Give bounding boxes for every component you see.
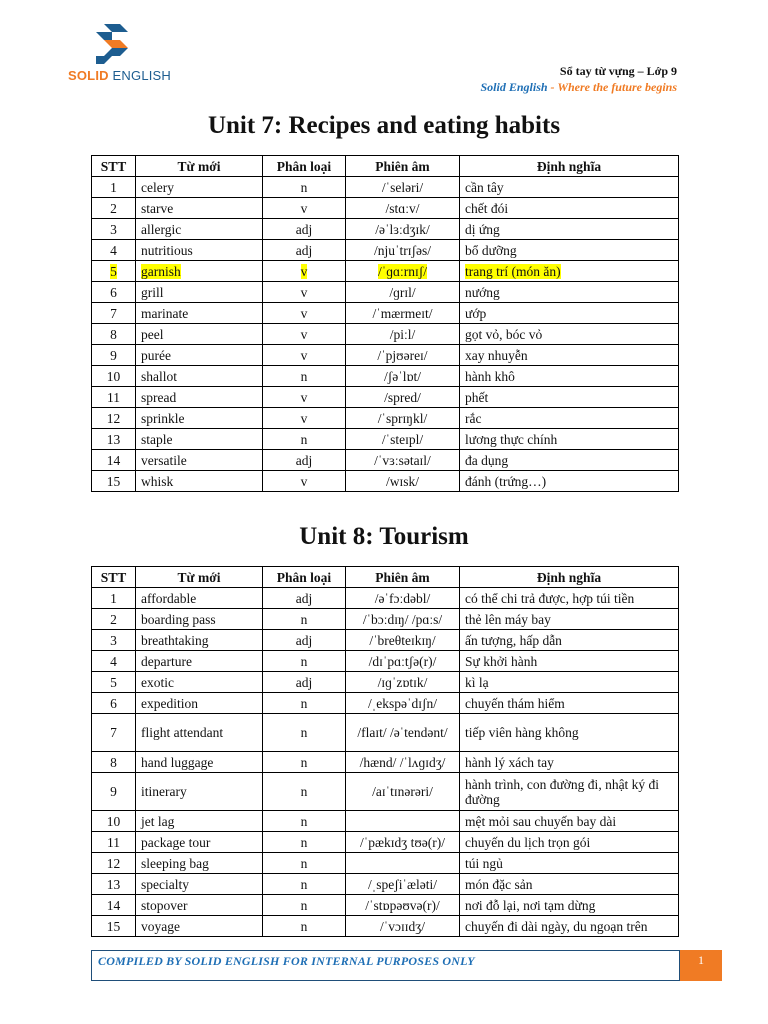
cell-type: n bbox=[263, 895, 346, 916]
cell-type: n bbox=[263, 693, 346, 714]
column-header-word: Từ mới bbox=[136, 156, 263, 177]
cell-meaning: túi ngủ bbox=[460, 853, 679, 874]
table-row bbox=[92, 345, 679, 366]
cell-word: marinate bbox=[136, 303, 263, 324]
page-number: 1 bbox=[680, 950, 722, 981]
cell-ipa: /piːl/ bbox=[346, 324, 460, 345]
cell-stt: 4 bbox=[92, 651, 136, 672]
solid-english-logo-icon bbox=[90, 22, 134, 66]
table-row bbox=[92, 916, 679, 937]
table-row bbox=[92, 895, 679, 916]
cell-type: v bbox=[263, 282, 346, 303]
cell-ipa: /ˈvɔɪɪdʒ/ bbox=[346, 916, 460, 937]
cell-stt: 2 bbox=[92, 609, 136, 630]
table-row bbox=[92, 752, 679, 773]
cell-type: v bbox=[263, 198, 346, 219]
cell-type: n bbox=[263, 177, 346, 198]
highlighted-text: garnish bbox=[141, 263, 181, 279]
table-row bbox=[92, 651, 679, 672]
column-header-meaning: Định nghĩa bbox=[460, 567, 679, 588]
cell-stt: 9 bbox=[92, 773, 136, 811]
cell-stt: 14 bbox=[92, 895, 136, 916]
cell-meaning: nướng bbox=[460, 282, 679, 303]
cell-meaning: nơi đỗ lại, nơi tạm dừng bbox=[460, 895, 679, 916]
cell-type: n bbox=[263, 651, 346, 672]
cell-type: adj bbox=[263, 672, 346, 693]
cell-word: shallot bbox=[136, 366, 263, 387]
cell-word bbox=[136, 261, 263, 282]
table-row bbox=[92, 387, 679, 408]
table-row bbox=[92, 588, 679, 609]
cell-stt: 5 bbox=[92, 672, 136, 693]
cell-stt: 11 bbox=[92, 832, 136, 853]
table-row bbox=[92, 198, 679, 219]
footer-note: COMPILED BY SOLID ENGLISH FOR INTERNAL PURPOSES ONLY bbox=[91, 950, 680, 981]
table-row bbox=[92, 240, 679, 261]
cell-meaning: có thể chi trả được, hợp túi tiền bbox=[460, 588, 679, 609]
cell-word: grill bbox=[136, 282, 263, 303]
cell-meaning: chuyến du lịch trọn gói bbox=[460, 832, 679, 853]
table-row bbox=[92, 282, 679, 303]
cell-type: v bbox=[263, 345, 346, 366]
brand-wordmark: SOLID ENGLISH bbox=[68, 68, 172, 83]
cell-type: adj bbox=[263, 450, 346, 471]
cell-type: n bbox=[263, 752, 346, 773]
cell-type: n bbox=[263, 916, 346, 937]
cell-stt: 7 bbox=[92, 303, 136, 324]
cell-meaning: tiếp viên hàng không bbox=[460, 714, 679, 752]
cell-word: affordable bbox=[136, 588, 263, 609]
cell-type: n bbox=[263, 429, 346, 450]
cell-stt: 9 bbox=[92, 345, 136, 366]
table-row bbox=[92, 429, 679, 450]
cell-meaning: chuyến đi dài ngày, du ngoạn trên bbox=[460, 916, 679, 937]
cell-word: package tour bbox=[136, 832, 263, 853]
cell-type: v bbox=[263, 471, 346, 492]
cell-word: breathtaking bbox=[136, 630, 263, 651]
column-header-ipa: Phiên âm bbox=[346, 156, 460, 177]
cell-word: hand luggage bbox=[136, 752, 263, 773]
cell-meaning: món đặc sản bbox=[460, 874, 679, 895]
highlighted-text: /ˈɡɑːrnɪʃ/ bbox=[377, 263, 428, 279]
cell-word: versatile bbox=[136, 450, 263, 471]
table-row bbox=[92, 471, 679, 492]
cell-stt: 3 bbox=[92, 630, 136, 651]
cell-meaning: đánh (trứng…) bbox=[460, 471, 679, 492]
table-header-row bbox=[92, 567, 679, 588]
unit-8-title: Unit 8: Tourism bbox=[299, 523, 469, 550]
table-row bbox=[92, 773, 679, 811]
cell-ipa bbox=[346, 261, 460, 282]
table-row bbox=[92, 714, 679, 752]
cell-stt: 1 bbox=[92, 177, 136, 198]
brand-logo bbox=[66, 22, 176, 90]
cell-ipa: /njuˈtrɪʃəs/ bbox=[346, 240, 460, 261]
cell-meaning: cần tây bbox=[460, 177, 679, 198]
cell-word: expedition bbox=[136, 693, 263, 714]
table-row bbox=[92, 630, 679, 651]
cell-stt: 1 bbox=[92, 588, 136, 609]
table-row bbox=[92, 303, 679, 324]
page-footer bbox=[91, 950, 722, 981]
table-row bbox=[92, 811, 679, 832]
cell-meaning: kì lạ bbox=[460, 672, 679, 693]
column-header-word: Từ mới bbox=[136, 567, 263, 588]
cell-type: adj bbox=[263, 240, 346, 261]
column-header-meaning: Định nghĩa bbox=[460, 156, 679, 177]
cell-meaning bbox=[460, 261, 679, 282]
cell-stt: 12 bbox=[92, 853, 136, 874]
cell-ipa: /hænd/ /ˈlʌɡɪdʒ/ bbox=[346, 752, 460, 773]
cell-stt: 12 bbox=[92, 408, 136, 429]
table-row bbox=[92, 324, 679, 345]
cell-ipa: /spred/ bbox=[346, 387, 460, 408]
cell-stt: 11 bbox=[92, 387, 136, 408]
unit-7-title: Unit 7: Recipes and eating habits bbox=[207, 112, 561, 139]
cell-type: n bbox=[263, 609, 346, 630]
cell-word: voyage bbox=[136, 916, 263, 937]
cell-meaning: đa dụng bbox=[460, 450, 679, 471]
cell-stt: 8 bbox=[92, 752, 136, 773]
cell-stt: 3 bbox=[92, 219, 136, 240]
cell-type: adj bbox=[263, 219, 346, 240]
cell-meaning: chuyến thám hiểm bbox=[460, 693, 679, 714]
cell-ipa: /ˈpækɪdʒ tʊə(r)/ bbox=[346, 832, 460, 853]
table-row bbox=[92, 693, 679, 714]
cell-meaning: xay nhuyễn bbox=[460, 345, 679, 366]
cell-type: n bbox=[263, 874, 346, 895]
cell-word: flight attendant bbox=[136, 714, 263, 752]
cell-ipa: /dɪˈpɑːtʃə(r)/ bbox=[346, 651, 460, 672]
cell-meaning: mệt mỏi sau chuyến bay dài bbox=[460, 811, 679, 832]
table-row bbox=[92, 672, 679, 693]
cell-stt: 13 bbox=[92, 429, 136, 450]
cell-ipa: /ˈsprɪŋkl/ bbox=[346, 408, 460, 429]
table-row bbox=[92, 219, 679, 240]
cell-ipa: /ʃəˈlɒt/ bbox=[346, 366, 460, 387]
cell-type: n bbox=[263, 773, 346, 811]
cell-meaning: thẻ lên máy bay bbox=[460, 609, 679, 630]
cell-meaning: bổ dưỡng bbox=[460, 240, 679, 261]
table-row bbox=[92, 832, 679, 853]
cell-stt: 4 bbox=[92, 240, 136, 261]
cell-word: exotic bbox=[136, 672, 263, 693]
page-header bbox=[481, 63, 678, 95]
cell-meaning: lương thực chính bbox=[460, 429, 679, 450]
cell-ipa: /ˈbreθteɪkɪŋ/ bbox=[346, 630, 460, 651]
cell-meaning: gọt vỏ, bóc vỏ bbox=[460, 324, 679, 345]
column-header-type: Phân loại bbox=[263, 156, 346, 177]
cell-stt: 2 bbox=[92, 198, 136, 219]
cell-word: sprinkle bbox=[136, 408, 263, 429]
cell-ipa: /ˌekspəˈdɪʃn/ bbox=[346, 693, 460, 714]
cell-word: specialty bbox=[136, 874, 263, 895]
notebook-title: Sổ tay từ vựng – Lớp 9 bbox=[559, 64, 677, 78]
cell-word: purée bbox=[136, 345, 263, 366]
table-row bbox=[92, 261, 679, 282]
cell-word: staple bbox=[136, 429, 263, 450]
cell-ipa bbox=[346, 853, 460, 874]
table-row bbox=[92, 408, 679, 429]
cell-ipa: /stɑːv/ bbox=[346, 198, 460, 219]
cell-word: itinerary bbox=[136, 773, 263, 811]
cell-type: n bbox=[263, 832, 346, 853]
cell-ipa: /əˈfɔːdəbl/ bbox=[346, 588, 460, 609]
cell-word: starve bbox=[136, 198, 263, 219]
cell-word: whisk bbox=[136, 471, 263, 492]
table-row bbox=[92, 874, 679, 895]
cell-stt: 10 bbox=[92, 811, 136, 832]
cell-meaning: chết đói bbox=[460, 198, 679, 219]
highlighted-text: trang trí (món ăn) bbox=[465, 263, 561, 279]
cell-meaning: dị ứng bbox=[460, 219, 679, 240]
cell-word: jet lag bbox=[136, 811, 263, 832]
highlighted-text: 5 bbox=[110, 263, 117, 279]
column-header-stt: STT bbox=[92, 156, 136, 177]
unit-8-vocab-table bbox=[91, 566, 679, 937]
cell-ipa: /flaɪt/ /əˈtendənt/ bbox=[346, 714, 460, 752]
cell-type: adj bbox=[263, 588, 346, 609]
cell-stt: 6 bbox=[92, 282, 136, 303]
cell-stt bbox=[92, 261, 136, 282]
table-row bbox=[92, 366, 679, 387]
cell-word: celery bbox=[136, 177, 263, 198]
column-header-ipa: Phiên âm bbox=[346, 567, 460, 588]
cell-ipa: /ˈstɒpəʊvə(r)/ bbox=[346, 895, 460, 916]
cell-stt: 15 bbox=[92, 916, 136, 937]
cell-type: adj bbox=[263, 630, 346, 651]
cell-stt: 10 bbox=[92, 366, 136, 387]
cell-word: peel bbox=[136, 324, 263, 345]
cell-stt: 8 bbox=[92, 324, 136, 345]
cell-word: nutritious bbox=[136, 240, 263, 261]
cell-word: stopover bbox=[136, 895, 263, 916]
highlighted-text: v bbox=[300, 263, 308, 279]
cell-ipa: /ˌspeʃiˈæləti/ bbox=[346, 874, 460, 895]
column-header-stt: STT bbox=[92, 567, 136, 588]
cell-word: boarding pass bbox=[136, 609, 263, 630]
cell-word: sleeping bag bbox=[136, 853, 263, 874]
cell-ipa: /ɪɡˈzɒtɪk/ bbox=[346, 672, 460, 693]
cell-ipa: /ˈmærmeɪt/ bbox=[346, 303, 460, 324]
cell-stt: 13 bbox=[92, 874, 136, 895]
cell-meaning: ấn tượng, hấp dẫn bbox=[460, 630, 679, 651]
cell-meaning: ướp bbox=[460, 303, 679, 324]
unit-7-vocab-table bbox=[91, 155, 679, 492]
cell-meaning: rắc bbox=[460, 408, 679, 429]
cell-ipa: /ˈvɜːsətaɪl/ bbox=[346, 450, 460, 471]
cell-meaning: hành trình, con đường đi, nhật ký đi đường bbox=[460, 773, 679, 811]
cell-word: allergic bbox=[136, 219, 263, 240]
table-header-row bbox=[92, 156, 679, 177]
cell-type: n bbox=[263, 853, 346, 874]
cell-meaning: hành khô bbox=[460, 366, 679, 387]
cell-type: v bbox=[263, 387, 346, 408]
cell-ipa bbox=[346, 811, 460, 832]
cell-type bbox=[263, 261, 346, 282]
cell-ipa: /ˈseləri/ bbox=[346, 177, 460, 198]
cell-type: n bbox=[263, 366, 346, 387]
cell-meaning: hành lý xách tay bbox=[460, 752, 679, 773]
column-header-type: Phân loại bbox=[263, 567, 346, 588]
cell-ipa: /ɡrɪl/ bbox=[346, 282, 460, 303]
cell-ipa: /aɪˈtɪnərəri/ bbox=[346, 773, 460, 811]
cell-ipa: /ˈsteɪpl/ bbox=[346, 429, 460, 450]
cell-word: spread bbox=[136, 387, 263, 408]
cell-type: v bbox=[263, 408, 346, 429]
tagline: Solid English - Where the future begins bbox=[480, 80, 677, 94]
table-row bbox=[92, 450, 679, 471]
cell-ipa: /ˈbɔːdɪŋ/ /pɑːs/ bbox=[346, 609, 460, 630]
cell-type: n bbox=[263, 714, 346, 752]
cell-type: n bbox=[263, 811, 346, 832]
cell-stt: 15 bbox=[92, 471, 136, 492]
cell-stt: 6 bbox=[92, 693, 136, 714]
cell-type: v bbox=[263, 303, 346, 324]
table-row bbox=[92, 177, 679, 198]
cell-type: v bbox=[263, 324, 346, 345]
cell-ipa: /wɪsk/ bbox=[346, 471, 460, 492]
table-row bbox=[92, 853, 679, 874]
cell-stt: 14 bbox=[92, 450, 136, 471]
cell-meaning: Sự khởi hành bbox=[460, 651, 679, 672]
table-row bbox=[92, 609, 679, 630]
cell-ipa: /əˈlɜːdʒɪk/ bbox=[346, 219, 460, 240]
cell-meaning: phết bbox=[460, 387, 679, 408]
cell-stt: 7 bbox=[92, 714, 136, 752]
cell-word: departure bbox=[136, 651, 263, 672]
cell-ipa: /ˈpjʊəreɪ/ bbox=[346, 345, 460, 366]
